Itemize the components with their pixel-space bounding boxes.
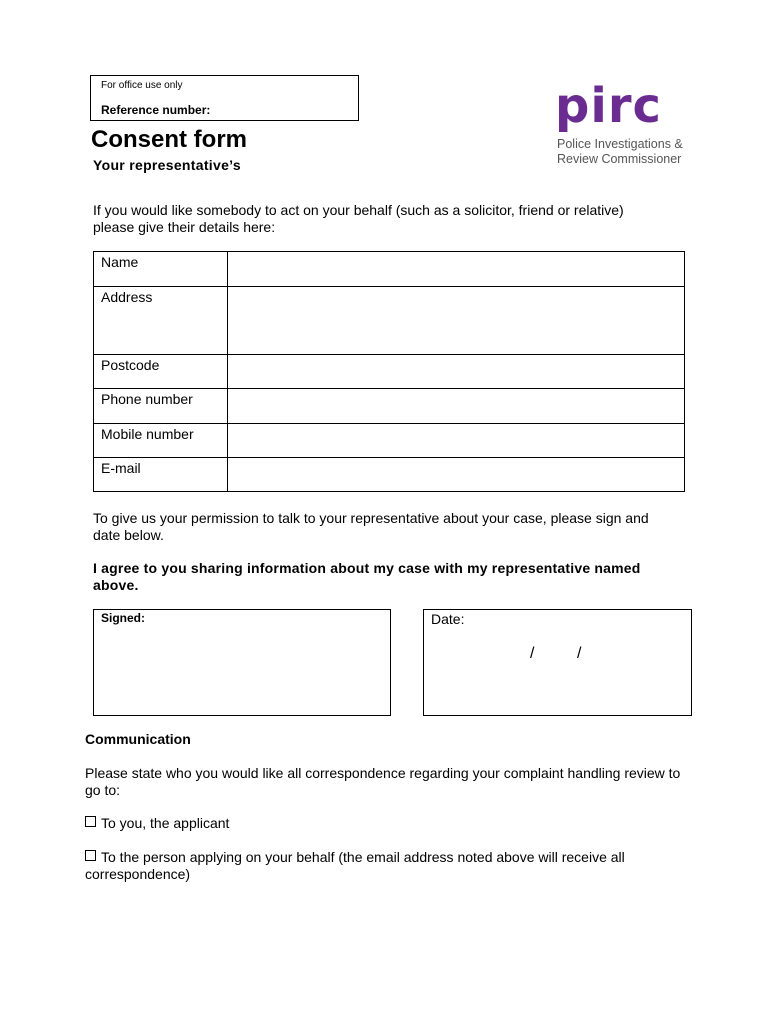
option-representative-label: To the person applying on your behalf (the email address noted above will receive all correspondence) <box>85 849 625 882</box>
communication-text: Please state who you would like all correspondence regarding your complaint handling review to go to: <box>85 765 681 798</box>
date-separator: / <box>577 645 582 662</box>
mobile-number-label: Mobile number <box>94 424 228 458</box>
permission-text: To give us your permission to talk to your representative about your case, please sign and date below. <box>93 510 649 543</box>
table-row <box>94 389 685 424</box>
table-row <box>94 252 685 287</box>
postcode-field[interactable] <box>227 355 684 389</box>
email-field[interactable] <box>227 458 684 492</box>
phone-number-field[interactable] <box>227 389 684 424</box>
table-row <box>94 287 685 355</box>
postcode-label: Postcode <box>94 355 228 389</box>
table-row <box>94 458 685 492</box>
date-separator: / <box>530 645 535 662</box>
intro-text: If you would like somebody to act on your behalf (such as a solicitor, friend or relative) please give their details here: <box>93 202 624 235</box>
option-representative <box>85 849 705 883</box>
representative-details-table <box>93 251 685 492</box>
logo-subtitle-line1: Police Investigations & <box>557 137 683 151</box>
communication-heading: Communication <box>85 731 191 747</box>
name-label: Name <box>94 252 228 287</box>
mobile-number-field[interactable] <box>227 424 684 458</box>
signature-field[interactable] <box>93 609 391 716</box>
office-use-label: For office use only <box>101 80 183 91</box>
address-label: Address <box>94 287 228 355</box>
option-applicant <box>85 815 705 832</box>
email-label: E-mail <box>94 458 228 492</box>
name-field[interactable] <box>227 252 684 287</box>
agreement-statement: I agree to you sharing information about my case with my representative named above. <box>93 560 641 593</box>
section-subtitle: Your representative’s <box>93 157 241 173</box>
logo-subtitle-line2: Review Commissioner <box>557 152 682 166</box>
office-use-box <box>90 75 359 121</box>
pirc-logo <box>555 78 705 172</box>
table-row <box>94 355 685 389</box>
checkbox-applicant[interactable] <box>85 816 96 827</box>
date-field[interactable] <box>423 609 692 716</box>
reference-number-label: Reference number: <box>101 103 211 117</box>
address-field[interactable] <box>227 287 684 355</box>
logo-wordmark: pirc <box>555 78 662 134</box>
page-title: Consent form <box>91 126 247 153</box>
date-label: Date: <box>431 611 465 627</box>
signed-label: Signed: <box>101 611 145 625</box>
checkbox-representative[interactable] <box>85 850 96 861</box>
option-applicant-label: To you, the applicant <box>101 815 230 831</box>
phone-number-label: Phone number <box>94 389 228 424</box>
table-row <box>94 424 685 458</box>
